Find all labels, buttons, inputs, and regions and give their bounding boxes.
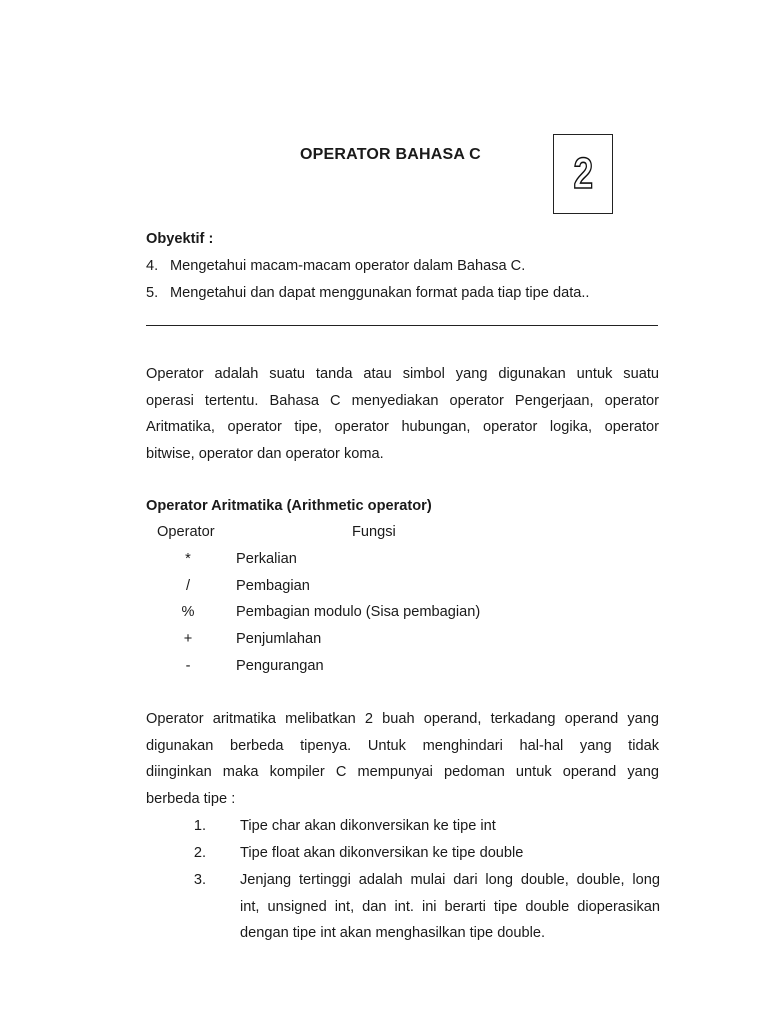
objective-item	[146, 258, 525, 274]
rule-text	[240, 840, 660, 867]
page-title: OPERATOR BAHASA C	[300, 146, 481, 163]
chapter-number: 2	[573, 149, 593, 198]
operator-symbol: /	[185, 578, 191, 594]
objective-number: 4.	[146, 258, 159, 274]
rule-text	[240, 813, 660, 840]
rule-line: Tipe float akan dikonversikan ke tipe double	[240, 845, 524, 861]
paragraph-line: diinginkan maka kompiler C mempunyai pedoman untuk operand yang	[146, 764, 659, 781]
objective-text: Mengetahui macam-macam operator dalam Bahasa C.	[170, 258, 526, 274]
operator-symbol: %	[181, 604, 195, 620]
paragraph-line: berbeda tipe :	[146, 790, 236, 807]
rule-line: Jenjang tertinggi adalah mulai dari long double, double, long	[240, 872, 660, 888]
intro-paragraph	[146, 361, 659, 467]
paragraph-line: digunakan berbeda tipenya. Untuk menghindari hal-hal yang tidak	[146, 737, 659, 754]
chapter-number-box	[553, 134, 613, 214]
rule-text	[240, 867, 660, 947]
rule-number: 2.	[193, 845, 206, 861]
paragraph-line: Operator aritmatika melibatkan 2 buah operand, terkadang operand yang	[146, 711, 659, 727]
operator-function: Pembagian	[236, 578, 310, 594]
objective-item	[146, 285, 589, 301]
function-column-header: Fungsi	[352, 524, 396, 540]
objectives-heading: Obyektif :	[146, 231, 214, 247]
operator-column-header: Operator	[157, 524, 215, 540]
arithmetic-section-heading: Operator Aritmatika (Arithmetic operator)	[146, 498, 432, 514]
operator-function: Pengurangan	[236, 658, 324, 674]
objective-number: 5.	[146, 285, 159, 301]
operator-function: Penjumlahan	[236, 631, 322, 647]
section-divider	[146, 325, 658, 326]
rule-line: dengan tipe int akan menghasilkan tipe double.	[240, 925, 546, 942]
rule-line: int, unsigned int, dan int. ini berarti tipe double dioperasikan	[240, 898, 660, 915]
objective-text: Mengetahui dan dapat menggunakan format pada tiap tipe data..	[170, 285, 590, 301]
operator-function: Pembagian modulo (Sisa pembagian)	[236, 604, 481, 620]
operator-symbol: -	[185, 658, 191, 674]
paragraph-line: bitwise, operator dan operator koma.	[146, 445, 384, 462]
paragraph-line: Operator adalah suatu tanda atau simbol yang digunakan untuk suatu	[146, 366, 659, 382]
paragraph-line: Aritmatika, operator tipe, operator hubungan, operator logika, operator	[146, 419, 659, 436]
rule-number: 3.	[193, 872, 206, 888]
operator-symbol: *	[185, 551, 191, 567]
paragraph-line: operasi tertentu. Bahasa C menyediakan operator Pengerjaan, operator	[146, 392, 659, 409]
rule-line: Tipe char akan dikonversikan ke tipe int	[240, 818, 496, 834]
rule-number: 1.	[193, 818, 206, 834]
operator-symbol: +	[183, 631, 193, 647]
conversion-paragraph	[146, 706, 659, 812]
operator-function: Perkalian	[236, 551, 297, 567]
